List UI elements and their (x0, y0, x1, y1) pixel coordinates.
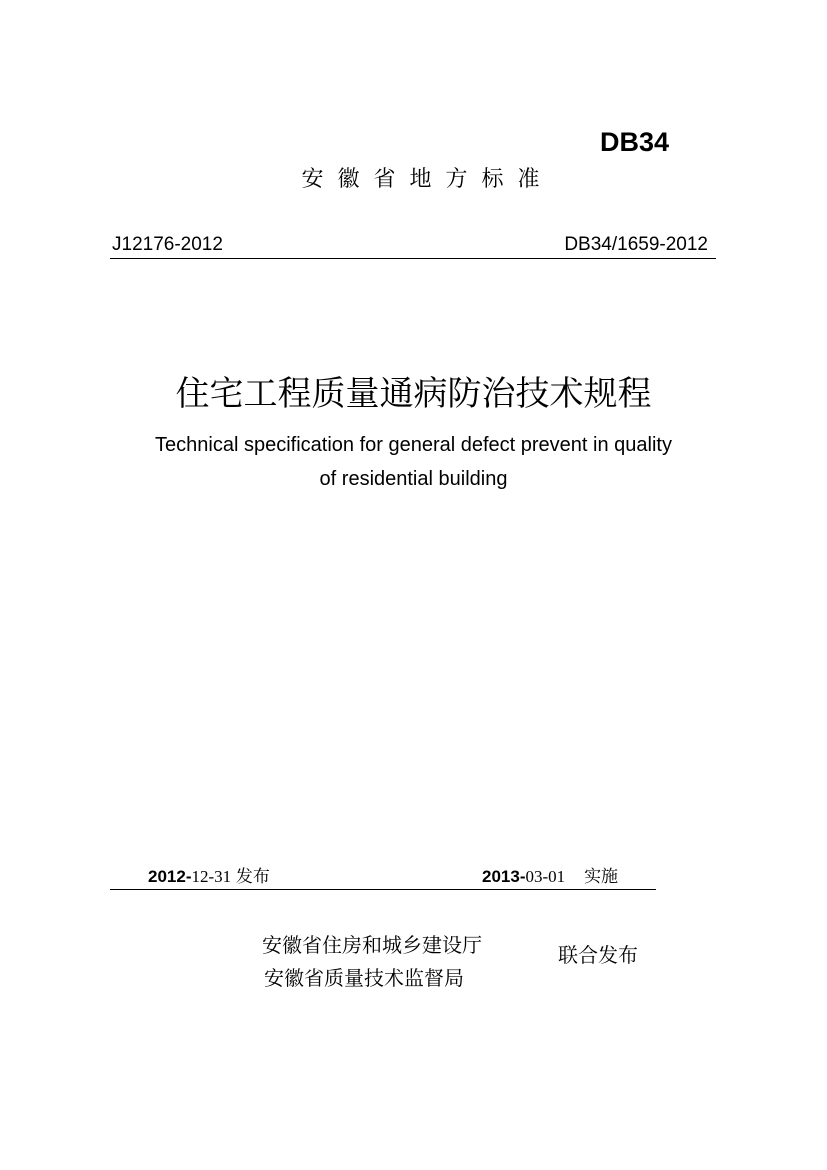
issue-year: 2012- (148, 867, 192, 886)
issue-date (148, 866, 270, 888)
issuer-quality-bureau: 安徽省质量技术监督局 (264, 966, 464, 990)
document-title-en-line2: of residential building (319, 468, 508, 490)
dates-line (110, 866, 656, 890)
joint-issue-label: 联合发布 (558, 943, 638, 967)
implement-year: 2013- (482, 867, 526, 886)
implement-date (482, 866, 618, 888)
implement-label: 实施 (584, 867, 619, 887)
standard-code: DB34 (600, 127, 670, 157)
standard-number-line (110, 230, 716, 259)
issue-label: 发布 (235, 867, 270, 887)
issue-month-day: 12-31 (191, 867, 232, 886)
implement-month-day: 03-01 (525, 867, 566, 886)
standard-number: DB34/1659-2012 (564, 234, 708, 255)
standard-type-title: 安徽省地方标准 (301, 167, 554, 192)
issuer-housing-department: 安徽省住房和城乡建设厅 (262, 933, 482, 957)
record-number: J12176-2012 (112, 234, 223, 255)
document-title-zh: 住宅工程质量通病防治技术规程 (175, 374, 652, 414)
document-title-en-line1: Technical specification for general defect prevent in quality (155, 434, 672, 456)
